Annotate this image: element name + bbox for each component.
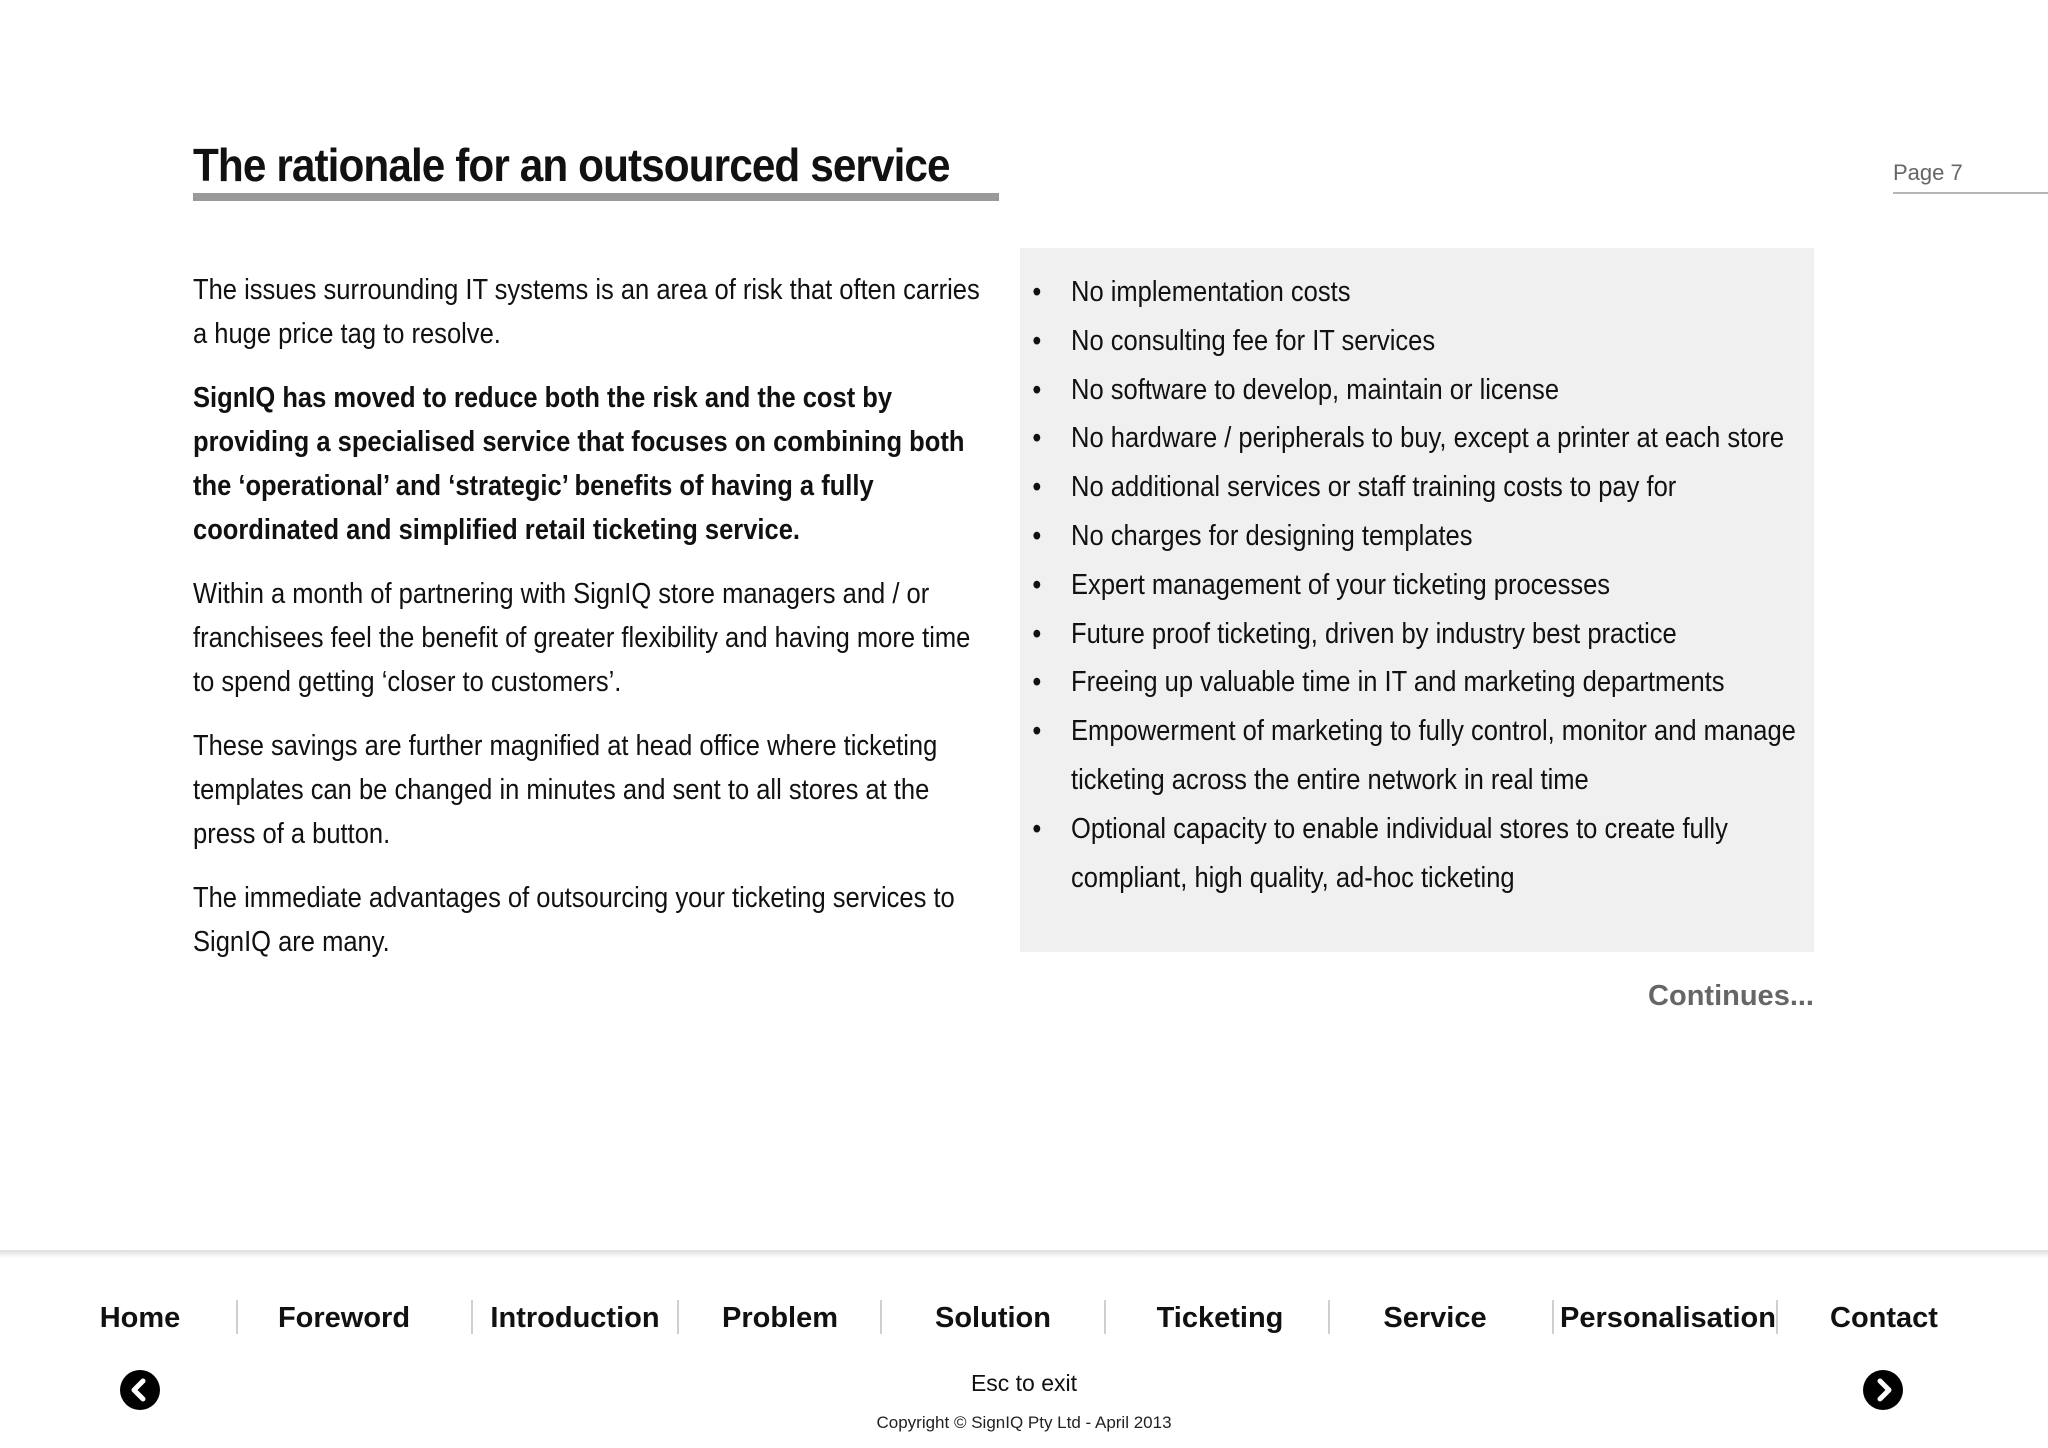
nav-separator xyxy=(1776,1300,1778,1334)
benefit-text: No implementation costs xyxy=(1071,276,1351,308)
benefit-text: Optional capacity to enable individual stores to create fully compliant, high quality, ad-hoc ticketing xyxy=(1071,812,1728,894)
bullet-icon: • xyxy=(1032,519,1042,552)
nav-separator xyxy=(1552,1300,1554,1334)
nav-solution[interactable]: Solution xyxy=(935,1302,1051,1334)
benefit-text: No consulting fee for IT services xyxy=(1071,324,1436,357)
nav-problem[interactable]: Problem xyxy=(721,1302,839,1334)
footer-divider xyxy=(0,1250,2048,1258)
arrow-right-icon xyxy=(1863,1370,1903,1410)
intro-paragraph: The immediate advantages of outsourcing your ticketing services to SignIQ are many. xyxy=(193,882,955,958)
bullet-icon: • xyxy=(1032,568,1042,601)
nav-foreword[interactable]: Foreword xyxy=(277,1302,411,1334)
nav-contact[interactable]: Contact xyxy=(1830,1302,1938,1334)
benefit-text: Future proof ticketing, driven by industry best practice xyxy=(1071,617,1677,650)
benefit-item xyxy=(1020,414,1812,463)
bullet-icon: • xyxy=(1032,715,1042,748)
benefit-text: No hardware / peripherals to buy, except a printer at each store xyxy=(1071,422,1785,455)
next-page-button[interactable] xyxy=(1863,1370,1903,1410)
benefit-item xyxy=(1020,658,1812,707)
nav-separator xyxy=(880,1300,882,1334)
exit-link[interactable]: Esc to exit xyxy=(970,1370,1078,1396)
intro-paragraph: The issues surrounding IT systems is an area of risk that often carries a huge price tag to resolve. xyxy=(193,274,980,350)
copyright: Copyright © SignIQ Pty Ltd - April 2013 xyxy=(876,1413,1172,1432)
page-title: The rationale for an outsourced service xyxy=(193,139,950,191)
bullet-icon: • xyxy=(1032,471,1042,504)
bullet-icon: • xyxy=(1032,422,1042,455)
nav-separator xyxy=(236,1300,238,1334)
nav-introduction[interactable]: Introduction xyxy=(490,1302,660,1334)
nav-home[interactable]: Home xyxy=(99,1302,181,1334)
bullet-icon: • xyxy=(1032,324,1042,357)
intro-paragraph: Within a month of partnering with SignIQ store managers and / or franchisees feel the benefit of greater flexibility and having more time to spend getting ‘closer to customers’. xyxy=(193,578,971,698)
benefits-list xyxy=(1020,268,1812,902)
benefit-item xyxy=(1020,561,1812,610)
benefit-text: No additional services or staff training costs to pay for xyxy=(1071,471,1677,504)
benefit-text: Freeing up valuable time in IT and marketing departments xyxy=(1071,666,1725,699)
bullet-icon: • xyxy=(1032,666,1042,699)
bullet-icon: • xyxy=(1032,276,1042,308)
page-number-underline xyxy=(1893,192,2048,194)
bullet-icon: • xyxy=(1032,373,1042,406)
nav-separator xyxy=(677,1300,679,1334)
bullet-icon: • xyxy=(1032,617,1042,650)
benefit-text: No charges for designing templates xyxy=(1071,519,1473,552)
benefit-item xyxy=(1020,512,1812,561)
benefit-text: Expert management of your ticketing processes xyxy=(1071,568,1611,601)
benefit-item xyxy=(1020,805,1812,903)
intro-paragraph: These savings are further magnified at head office where ticketing templates can be changed in minutes and sent to all stores at the press of a button. xyxy=(193,730,938,850)
benefit-item xyxy=(1020,317,1812,366)
nav-separator xyxy=(1328,1300,1330,1334)
intro-text xyxy=(193,268,993,984)
nav-separator xyxy=(1104,1300,1106,1334)
benefit-text: No software to develop, maintain or license xyxy=(1071,373,1560,406)
benefits-panel xyxy=(1020,248,1814,952)
benefit-item xyxy=(1020,268,1812,317)
benefit-item xyxy=(1020,610,1812,659)
bottom-nav xyxy=(0,1296,2048,1340)
intro-paragraph-highlight: SignIQ has moved to reduce both the risk and the cost by providing a specialised service that focuses on combining both the ‘operational’ and ‘strategic’ benefits of having a fully coordinated and simplified retail ticketing service. xyxy=(193,382,965,546)
nav-ticketing[interactable]: Ticketing xyxy=(1156,1302,1284,1334)
benefit-text: Empowerment of marketing to fully control, monitor and manage ticketing across the entire network in real time xyxy=(1071,715,1796,796)
continues-label: Continues... xyxy=(1648,980,1814,1012)
bullet-icon: • xyxy=(1032,812,1042,845)
benefit-item xyxy=(1020,463,1812,512)
benefit-item xyxy=(1020,366,1812,415)
benefit-item xyxy=(1020,707,1812,805)
nav-service[interactable]: Service xyxy=(1383,1302,1487,1334)
nav-separator xyxy=(471,1300,473,1334)
page-number: Page 7 xyxy=(1893,160,1963,185)
title-underline xyxy=(193,193,999,201)
nav-personalisation[interactable]: Personalisation xyxy=(1560,1302,1776,1334)
